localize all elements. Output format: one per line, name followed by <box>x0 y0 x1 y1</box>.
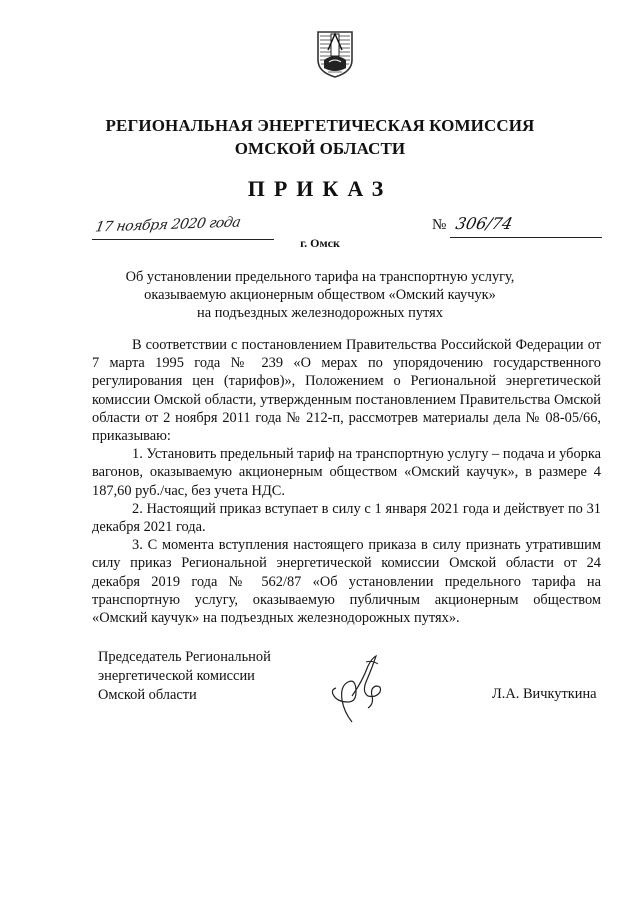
handwritten-signature <box>322 652 392 724</box>
signatory-title-line-1: Председатель Региональной <box>98 649 271 665</box>
organization-title <box>0 114 640 160</box>
item-2-paragraph: 2. Настоящий приказ вступает в силу с 1 января 2021 года и действует по 31 декабря 2021 года. <box>92 500 601 536</box>
handwritten-number: 306/74 <box>453 214 515 233</box>
document-subject <box>0 268 640 322</box>
signatory-title-line-3: Омской области <box>98 687 197 703</box>
handwritten-date: 17 ноября 2020 года <box>94 214 242 236</box>
signatory-title-line-2: энергетической комиссии <box>98 668 255 684</box>
subject-line-2: оказываемую акционерным обществом «Омский каучук» <box>144 287 496 303</box>
item-3-paragraph: 3. С момента вступления настоящего приказа в силу признать утратившим силу приказ Региональной энергетической комиссии Омской области от 24 декабря 2019 года № 562/87 «Об установлении предельного тарифа на транспортную услугу, оказываемую публичным акционерным обществом «Омский каучук» на подъездных железнодорожных путях». <box>92 537 601 627</box>
coat-of-arms-icon <box>316 30 354 78</box>
org-title-line-1: РЕГИОНАЛЬНАЯ ЭНЕРГЕТИЧЕСКАЯ КОМИССИЯ <box>105 116 535 135</box>
document-body <box>92 336 601 627</box>
subject-line-1: Об установлении предельного тарифа на транспортную услугу, <box>125 269 515 285</box>
number-sign: № <box>432 217 447 233</box>
item-1-paragraph: 1. Установить предельный тариф на транспортную услугу – подача и уборка вагонов, оказываемую акционерным обществом «Омский каучук», в размере 4 187,60 руб./час, без учета НДС. <box>92 446 601 499</box>
subject-line-3: на подъездных железнодорожных путях <box>197 305 443 321</box>
intro-paragraph: В соответствии с постановлением Правительства Российской Федерации от 7 марта 1995 года № 239 «О мерах по упорядочению государственного регулирования цен (тарифов)», Положением о Региональной энергетической комиссии Омской области, утвержденным постановлением Правительства Омской области от 2 ноября 2011 года № 212-п, рассмотрев материалы дела № 08-05/66, приказываю: <box>92 337 601 445</box>
city: г. Омск <box>300 236 340 250</box>
signatory-name: Л.А. Вичкуткина <box>492 686 597 702</box>
signatory-title <box>98 648 271 705</box>
document-type-heading: ПРИКАЗ <box>247 176 393 201</box>
org-title-line-2: ОМСКОЙ ОБЛАСТИ <box>234 139 406 158</box>
